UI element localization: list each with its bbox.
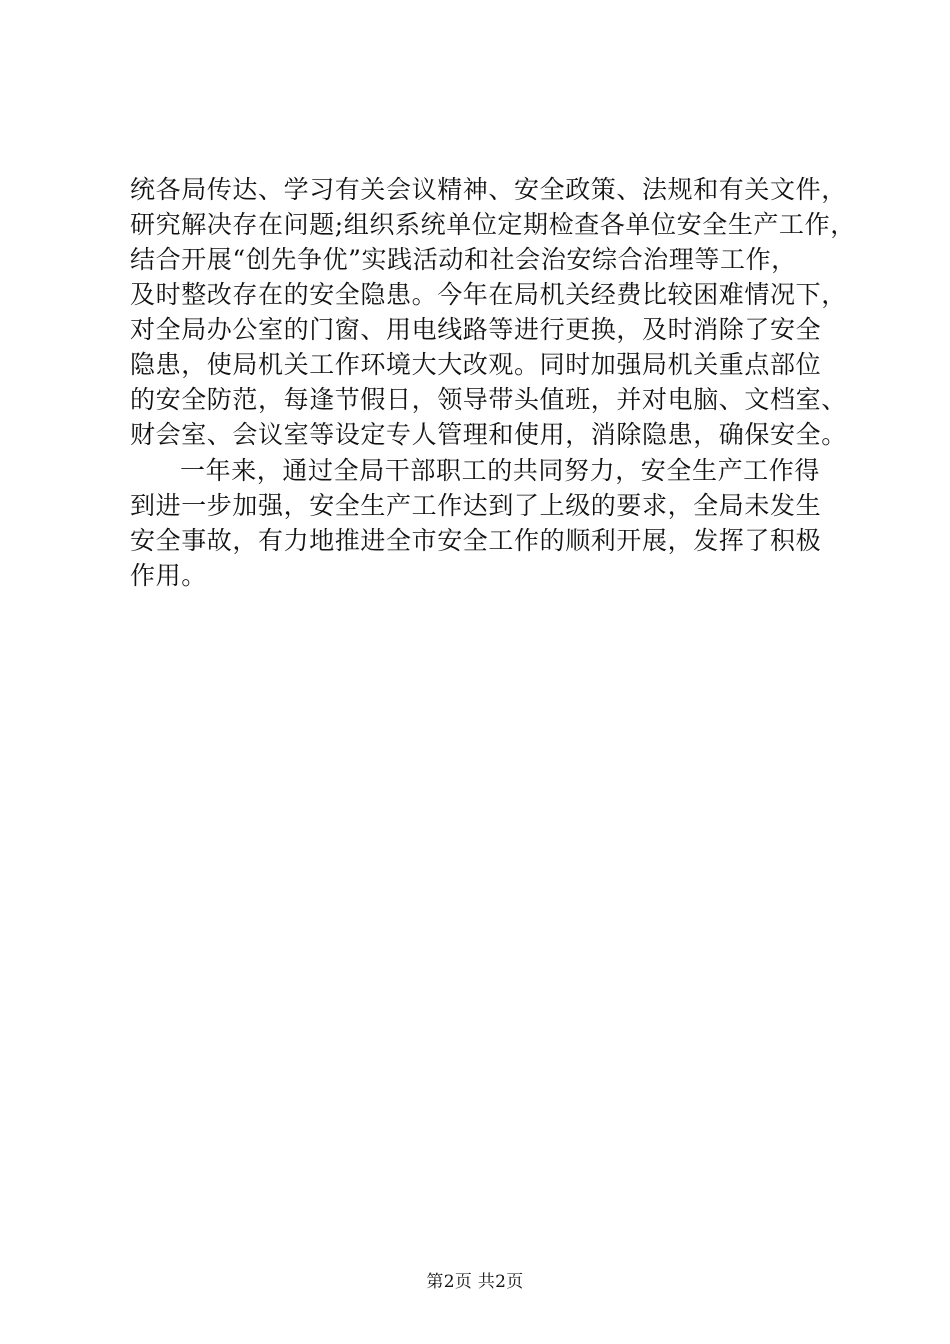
text-line: 对全局办公室的门窗、用电线路等进行更换，及时消除了安全 xyxy=(130,315,822,344)
paragraph-summary xyxy=(130,453,830,593)
text-line: 结合开展“创先争优”实践活动和社会治安综合治理等工作， xyxy=(130,245,797,274)
text-line: 统各局传达、学习有关会议精神、安全政策、法规和有关文件， xyxy=(130,175,847,204)
text-line: 及时整改存在的安全隐患。今年在局机关经费比较困难情况下， xyxy=(130,280,847,309)
paragraph-safety-measures xyxy=(130,172,856,452)
text-line: 安全事故，有力地推进全市安全工作的顺利开展，发挥了积极 xyxy=(130,526,822,555)
text-line: 到进一步加强，安全生产工作达到了上级的要求，全局未发生 xyxy=(130,491,822,520)
text-line: 财会室、会议室等设定专人管理和使用，消除隐患，确保安全。 xyxy=(130,420,847,449)
text-line: 作用。 xyxy=(130,561,207,590)
text-line: 研究解决存在问题;组织系统单位定期检查各单位安全生产工作， xyxy=(130,210,856,239)
text-line: 隐患，使局机关工作环境大大改观。同时加强局机关重点部位 xyxy=(130,350,822,379)
page-number-footer: 第2页 共2页 xyxy=(426,1272,524,1292)
text-line: 一年来，通过全局干部职工的共同努力，安全生产工作得 xyxy=(180,456,821,485)
text-line: 的安全防范，每逢节假日，领导带头值班，并对电脑、文档室、 xyxy=(130,385,847,414)
